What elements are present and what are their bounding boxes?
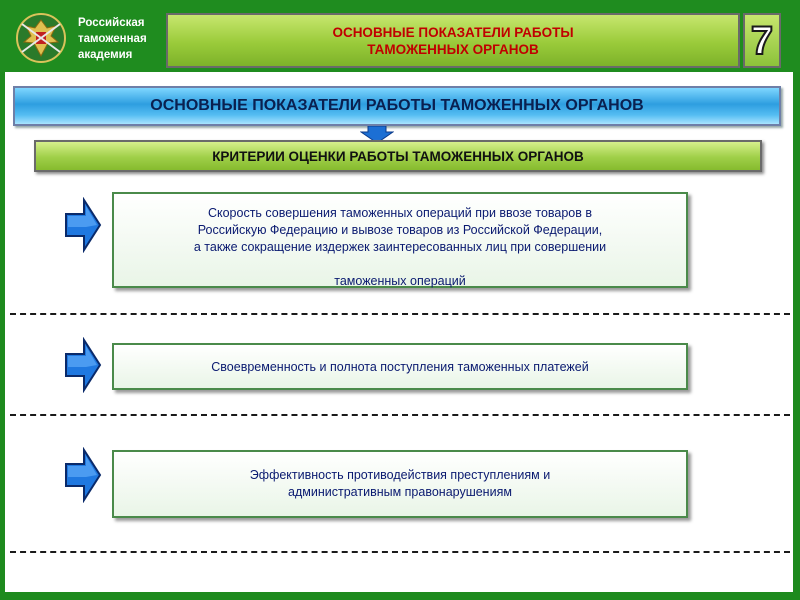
slide-title-line: ТАМОЖЕННЫХ ОРГАНОВ [367,41,539,57]
right-arrow-icon [64,197,102,253]
criterion-line: Своевременность и полнота поступления таможенных платежей [211,359,589,374]
slide-number-box [743,13,781,68]
academy-name [78,15,168,63]
academy-line: таможенная [78,33,147,45]
slide-number: 7 [750,19,774,63]
criterion-line: административным правонарушениям [288,485,512,499]
criterion-line: а также сокращение издержек заинтересованных лиц при совершении [193,240,607,254]
slide-title-line: ОСНОВНЫЕ ПОКАЗАТЕЛИ РАБОТЫ [332,24,574,40]
right-arrow-icon [64,447,102,503]
dashed-divider [10,414,790,416]
criterion-line: Эффективность противодействия преступлениям и [249,468,551,482]
customs-academy-emblem-icon [14,12,68,64]
main-banner: ОСНОВНЫЕ ПОКАЗАТЕЛИ РАБОТЫ ТАМОЖЕННЫХ ОРГАНОВ [13,86,781,126]
right-arrow-icon [64,337,102,393]
criteria-title: КРИТЕРИИ ОЦЕНКИ РАБОТЫ ТАМОЖЕННЫХ ОРГАНОВ [34,140,762,172]
academy-line: Российская [78,17,145,29]
dashed-divider [10,313,790,315]
slide-title [166,13,740,68]
criterion-speed [112,192,688,288]
criterion-payments [112,343,688,390]
criterion-line: Скорость совершения таможенных операций при ввозе товаров в [207,206,593,220]
criterion-enforcement [112,450,688,518]
header [0,0,800,72]
criterion-line: таможенных операций [334,274,466,288]
academy-line: академия [78,49,133,61]
criterion-line: Российскую Федерацию и вывозе товаров из Российской Федерации, [197,223,603,237]
dashed-divider [10,551,790,553]
